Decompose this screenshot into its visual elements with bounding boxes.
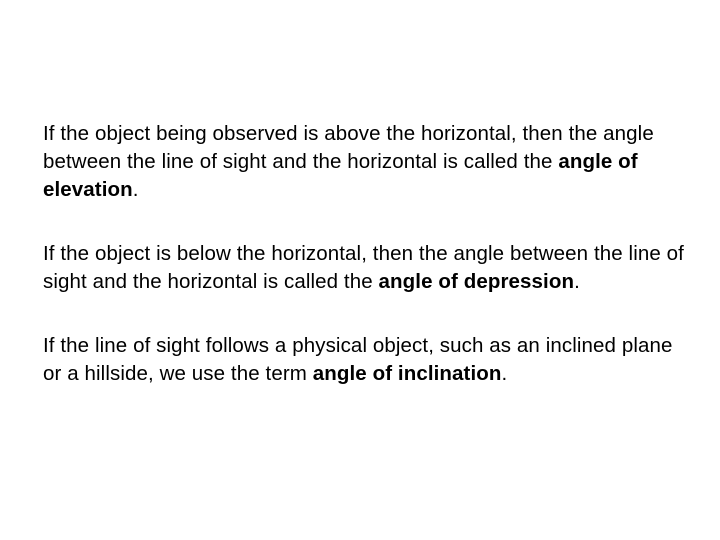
paragraph-angle-of-elevation — [43, 120, 693, 204]
paragraph-punctuation: . — [574, 270, 580, 293]
paragraph-punctuation: . — [501, 362, 508, 385]
term-angle-of-elevation: angle of elevation — [43, 150, 638, 201]
paragraph-punctuation: . — [132, 178, 139, 201]
term-angle-of-depression: angle of depression — [378, 270, 575, 293]
paragraph-text: If the object is below the horizontal, then the angle between the line of sight and the horizontal is called the — [43, 242, 684, 293]
paragraph-text: If the object being observed is above the horizontal, then the angle between the line of sight and the horizontal is called the — [43, 122, 654, 173]
paragraph-angle-of-depression — [43, 240, 693, 296]
term-angle-of-inclination: angle of inclination — [312, 362, 502, 385]
slide-content — [43, 120, 693, 388]
paragraph-text: If the line of sight follows a physical object, such as an inclined plane or a hillside, we use the term — [43, 334, 673, 385]
paragraph-angle-of-inclination — [43, 332, 693, 388]
